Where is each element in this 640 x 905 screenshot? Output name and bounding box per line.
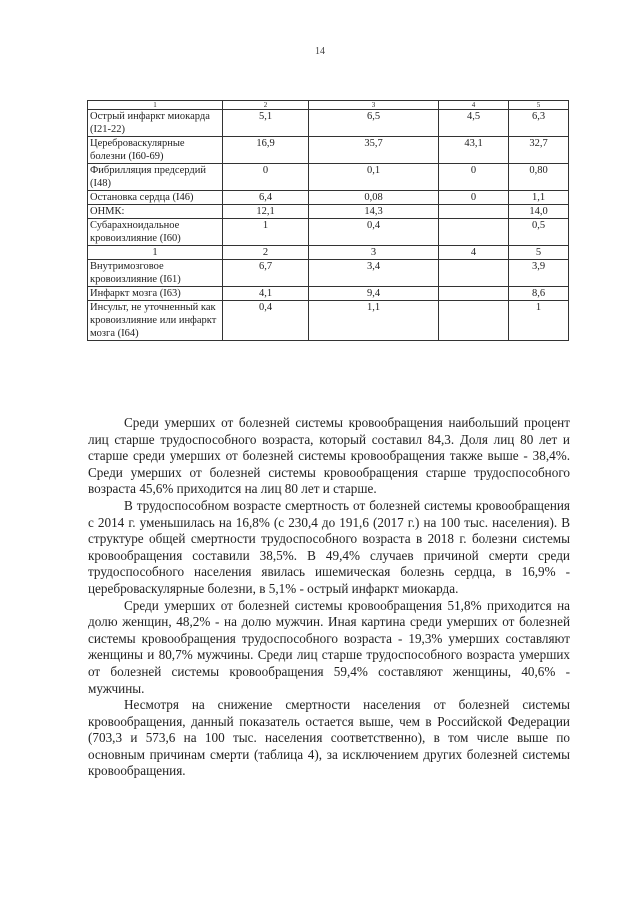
cell-value: 3,4 <box>309 260 439 287</box>
table-row <box>88 287 569 301</box>
row-label: Субарахноидальное кровоизлияние (I60) <box>88 219 223 246</box>
cell-value: 0,08 <box>309 191 439 205</box>
table-header-row <box>88 101 569 110</box>
cell-value: 16,9 <box>223 137 309 164</box>
cell-value: 0,5 <box>509 219 569 246</box>
cell-value: 3,9 <box>509 260 569 287</box>
table-row <box>88 219 569 246</box>
header-cell: 5 <box>509 246 569 260</box>
header-cell: 4 <box>439 246 509 260</box>
cell-value: 32,7 <box>509 137 569 164</box>
header-cell: 2 <box>223 246 309 260</box>
cell-value: 0,80 <box>509 164 569 191</box>
header-cell: 4 <box>439 101 509 110</box>
row-label: ОНМК: <box>88 205 223 219</box>
page-number: 14 <box>315 46 325 57</box>
cell-value: 6,3 <box>509 110 569 137</box>
cell-value: 43,1 <box>439 137 509 164</box>
header-cell: 5 <box>509 101 569 110</box>
paragraph: Среди умерших от болезней системы кровообращения 51,8% приходится на долю женщин, 48,2% - на долю мужчин. Иная картина среди умерших от болезней системы кровообращения трудоспособного возраста - 19,3% умерших составляют женщины и 80,7% мужчины. Среди лиц старше трудоспособного возраста умерших от болезней системы кровообращения 59,4% составляют женщины, 40,6% - мужчины. <box>88 597 570 696</box>
header-cell: 1 <box>88 246 223 260</box>
row-label: Инсульт, не уточненный как кровоизлияние или инфаркт мозга (I64) <box>88 301 223 341</box>
table-header-row-repeat <box>88 246 569 260</box>
cell-value: 14,0 <box>509 205 569 219</box>
table-row <box>88 301 569 341</box>
row-label: Острый инфаркт миокарда (I21-22) <box>88 110 223 137</box>
cell-value: 35,7 <box>309 137 439 164</box>
cell-value <box>439 205 509 219</box>
cell-value: 4,1 <box>223 287 309 301</box>
header-cell: 1 <box>88 101 223 110</box>
cell-value: 6,4 <box>223 191 309 205</box>
cell-value <box>439 260 509 287</box>
cell-value: 0 <box>439 164 509 191</box>
cell-value <box>439 287 509 301</box>
cell-value: 8,6 <box>509 287 569 301</box>
row-label: Внутримозговое кровоизлияние (I61) <box>88 260 223 287</box>
table-row <box>88 164 569 191</box>
cell-value: 1,1 <box>509 191 569 205</box>
cell-value: 1,1 <box>309 301 439 341</box>
cell-value: 0 <box>439 191 509 205</box>
table-row <box>88 110 569 137</box>
row-label: Цереброваскулярные болезни (I60-69) <box>88 137 223 164</box>
cell-value: 1 <box>509 301 569 341</box>
cell-value: 6,5 <box>309 110 439 137</box>
paragraph: Среди умерших от болезней системы кровообращения наибольший процент лиц старше трудоспособного возраста, который составил 84,3. Доля лиц 80 лет и старше среди умерших от болезней системы кровообращения также выше - 38,4%. Среди умерших от болезней системы кровообращения старше трудоспособного возраста 45,6% приходится на лиц 80 лет и старше. <box>88 415 570 497</box>
cell-value: 1 <box>223 219 309 246</box>
header-cell: 3 <box>309 246 439 260</box>
mortality-table <box>87 100 569 341</box>
body-text <box>88 415 570 780</box>
cell-value: 0,4 <box>223 301 309 341</box>
cell-value: 9,4 <box>309 287 439 301</box>
header-cell: 3 <box>309 101 439 110</box>
table-row <box>88 260 569 287</box>
table-row <box>88 191 569 205</box>
cell-value: 5,1 <box>223 110 309 137</box>
header-cell: 2 <box>223 101 309 110</box>
paragraph: В трудоспособном возрасте смертность от болезней системы кровообращения с 2014 г. уменьшилась на 16,8% (с 230,4 до 191,6 (2017 г.) на 100 тыс. населения). В структуре общей смертности трудоспособного возраста в 2018 г. болезни системы кровообращения составили 38,5%. В 49,4% случаев причиной смерти среди трудоспособного населения явилась ишемическая болезнь сердца, в 16,9% - цереброваскулярные болезни, в 5,1% - острый инфаркт миокарда. <box>88 497 570 596</box>
cell-value: 4,5 <box>439 110 509 137</box>
cell-value: 14,3 <box>309 205 439 219</box>
cell-value <box>439 301 509 341</box>
row-label: Фибрилляция предсердий (I48) <box>88 164 223 191</box>
row-label: Остановка сердца (I46) <box>88 191 223 205</box>
row-label: Инфаркт мозга (I63) <box>88 287 223 301</box>
cell-value: 0,1 <box>309 164 439 191</box>
table-row <box>88 137 569 164</box>
cell-value: 6,7 <box>223 260 309 287</box>
cell-value: 0,4 <box>309 219 439 246</box>
cell-value: 0 <box>223 164 309 191</box>
paragraph: Несмотря на снижение смертности населения от болезней системы кровообращения, данный показатель остается выше, чем в Российской Федерации (703,3 и 573,6 на 100 тыс. населения соответственно), в том числе выше по основным причинам смерти (таблица 4), за исключением других болезней системы кровообращения. <box>88 697 570 779</box>
cell-value: 12,1 <box>223 205 309 219</box>
table-row <box>88 205 569 219</box>
cell-value <box>439 219 509 246</box>
